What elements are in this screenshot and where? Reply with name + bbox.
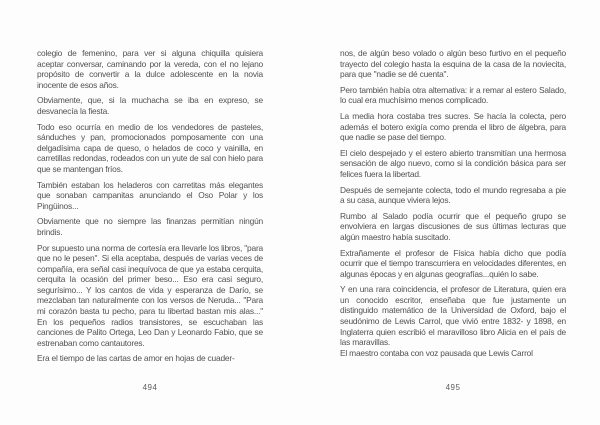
paragraph: El maestro contaba con voz pausada que Lewis Carrol [340, 347, 533, 358]
paragraph: También estaban los heladeros con carretitas más elegantes que sonaban campanitas anunciando el Oso Polar y los Pingüinos... [37, 179, 263, 211]
paragraph: El cielo despejado y el estero abierto transmitían una hermosa sensación de algo nuevo, como si la condición básica para ser felices fuera la libertad. [340, 147, 566, 179]
paragraph: Por supuesto una norma de cortesía era llevarle los libros, "para que no le pesen". Si ella aceptaba, después de varias veces de compañía, era señal casi inequívoca de que ya estaba cerquita, cerquita la ocasión del primer beso... Eso era casi seguro, segurísimo... Y los cantos de vida y esperanza de Darío, se mezclaban tan naturalmente con los versos de Neruda... "Para mi corazón basta tu pecho, para tu libertad bastan mis alas..." En los pequeños radios transistores, se escuchaban las canciones de Palito Ortega, Leo Dan y Leonardo Fabio, que se estrenaban como cantautores. [37, 242, 263, 348]
paragraph: Obviamente, que, si la muchacha se iba en expreso, se desvanecía la fiesta. [37, 95, 263, 116]
page-number-left: 494 [142, 383, 158, 392]
paragraph: Pero también había otra alternativa: ir a remar al estero Salado, lo cual era muchísimo menos complicado. [340, 84, 566, 106]
paragraph: Después de semejante colecta, todo el mundo regresaba a pie a su casa, aunque viviera lejos. [340, 184, 566, 206]
paragraph: Y en una rara coincidencia, el profesor de Literatura, quien era un conocido escritor, enseñaba que fue justamente un distinguido matemático de la Universidad de Oxford, bajo el seudónimo de Lewis Carrol, que vivió entre 1832- y 1898, en Inglaterra quien escribió el maravilloso libro Alicia en el país de las maravillas. [340, 284, 566, 348]
paragraph: Era el tiempo de las cartas de amor en hojas de cuader- [37, 353, 235, 364]
paragraph: Extrañamente el profesor de Física había dicho que podía ocurrir que el tiempo transcurriera en velocidades diferentes, en algunas épocas y en algunas geografías...quién lo sabe. [340, 247, 566, 279]
page-right [300, 0, 600, 425]
page-right-text [340, 48, 566, 358]
paragraph: Todo eso ocurría en medio de los vendedores de pasteles, sánduches y pan, promocionados pomposamente con una delgadísima capa de queso, o helados de coco y vainilla, en carretillas redondas, rodeados con un yute de sal con hielo para que se mantengan fríos. [37, 121, 263, 174]
paragraph: nos, de algún beso volado o algún beso furtivo en el pequeño trayecto del colegio hasta la esquina de la casa de la noviecita, para que "nadie se dé cuenta". [340, 48, 566, 80]
paragraph: Rumbo al Salado podía ocurrir que el pequeño grupo se envolviera en largas discusiones de sus últimas lecturas que algún maestro había suscitado. [340, 210, 566, 242]
page-left-text [37, 48, 263, 364]
paragraph: Obviamente que no siempre las finanzas permitían ningún brindis. [37, 216, 263, 237]
page-number-right: 495 [445, 383, 461, 392]
paragraph: colegio de femenino, para ver si alguna chiquilla quisiera aceptar conversar, caminando por la vereda, con el no lejano propósito de convertir a la dulce adolescente en la novia inocente de esos años. [37, 48, 263, 90]
paragraph: La media hora costaba tres sucres. Se hacía la colecta, pero además el botero exigía como prenda el libro de álgebra, para que nadie se pase del tiempo. [340, 110, 566, 143]
